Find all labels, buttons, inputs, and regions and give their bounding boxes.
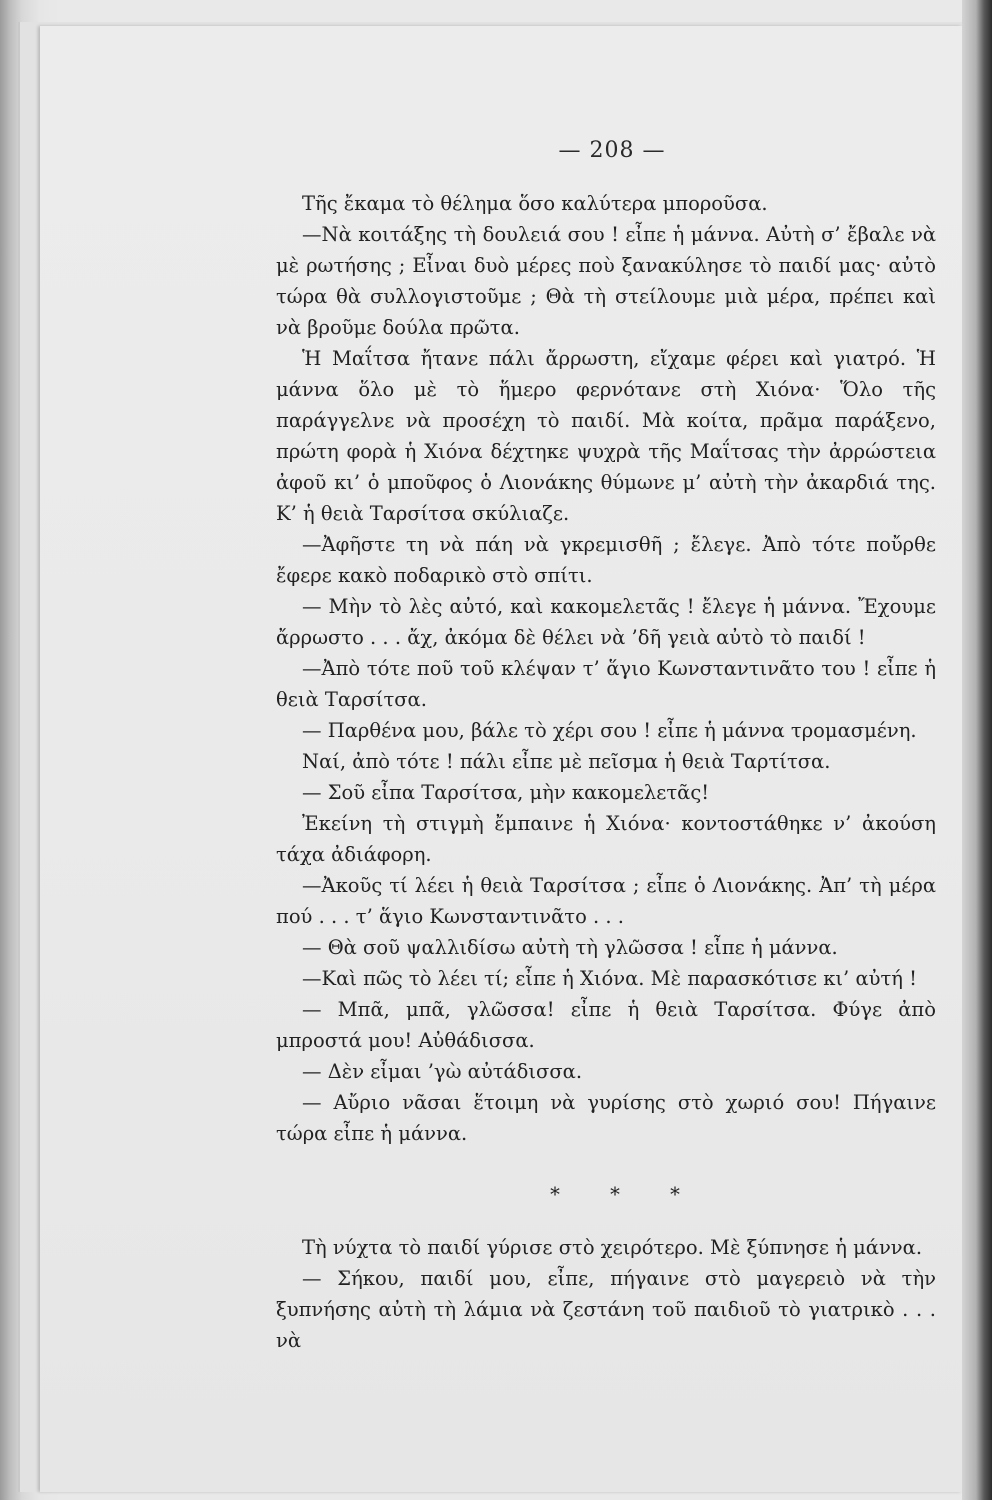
- paragraph: —Νὰ κοιτάξης τὴ δουλειά σου ! εἶπε ἡ μάννα. Αὐτὴ σ’ ἔβαλε νὰ μὲ ρωτήσης ; Εἶναι δυὸ μέρες ποὺ ξανακύλησε τὸ παιδί μας· αὐτὸ τώρα θὰ συλλογιστοῦμε ; Θὰ τὴ στείλουμε μιὰ μέρα, πρέπει καὶ νὰ βροῦμε δούλα πρῶτα.: [276, 223, 936, 339]
- paragraph: Τῆς ἔκαμα τὸ θέλημα ὅσο καλύτερα μποροῦσα.: [302, 192, 768, 215]
- paragraph: — Μπᾶ, μπᾶ, γλῶσσα! εἶπε ἡ θειὰ Ταρσίτσα. Φύγε ἀπὸ μπροστά μου! Αὐθάδισσα.: [276, 998, 936, 1052]
- paragraph: — Δὲν εἶμαι ’γὼ αὐτάδισσα.: [302, 1060, 583, 1083]
- paragraph: — Σοῦ εἶπα Ταρσίτσα, μὴν κακομελετᾶς!: [302, 781, 710, 804]
- page-number: — 208 —: [558, 138, 666, 163]
- paragraph: — Μὴν τὸ λὲς αὐτό, καὶ κακομελετᾶς ! ἔλεγε ἡ μάννα. Ἔχουμε ἄρρωστο . . . ἄχ, ἀκόμα δὲ θέλει νὰ ’δῆ γειὰ αὐτὸ τὸ παιδί !: [276, 595, 936, 649]
- paragraphs-after-break: [276, 1232, 936, 1356]
- paragraph: — Αὔριο νᾶσαι ἕτοιμη νὰ γυρίσης στὸ χωριό σου! Πήγαινε τώρα εἶπε ἡ μάννα.: [276, 1091, 936, 1145]
- paragraph: Ναί, ἀπὸ τότε ! πάλι εἶπε μὲ πεῖσμα ἡ θειὰ Ταρτίτσα.: [302, 750, 831, 773]
- paragraph: —Ἀκοῦς τί λέει ἡ θειὰ Ταρσίτσα ; εἶπε ὁ Λιονάκης. Ἀπ’ τὴ μέρα πού . . . τ’ ἅγιο Κωνσταντινᾶτο . . .: [276, 874, 936, 928]
- paragraph: Ἐκείνη τὴ στιγμὴ ἔμπαινε ἡ Χιόνα· κοντοστάθηκε ν’ ἀκούση τάχα ἀδιάφορη.: [276, 812, 936, 866]
- paragraphs-before-break: [276, 188, 936, 1149]
- paragraph: Ἡ Μαΐτσα ἤτανε πάλι ἄρρωστη, εἴχαμε φέρει καὶ γιατρό. Ἡ μάννα ὅλο μὲ τὸ ἥμερο φερνότανε στὴ Χιόνα· Ὅλο τῆς παράγγελνε νὰ προσέχη τὸ παιδί. Μὰ κοίτα, πρᾶμα παράξενο, πρώτη φορὰ ἡ Χιόνα δέχτηκε ψυχρὰ τῆς Μαΐτσας τὴν ἀρρώστεια ἀφοῦ κι’ ὁ μποῦφος ὁ Λιονάκης θύμωνε μ’ αὐτὴ τὴν ἀκαρδιά της. Κ’ ἡ θειὰ Ταρσίτσα σκύλιαζε.: [276, 347, 936, 525]
- body-text: [276, 188, 936, 1356]
- paragraph: — Θὰ σοῦ ψαλλιδίσω αὐτὴ τὴ γλῶσσα ! εἶπε ἡ μάννα.: [302, 936, 838, 959]
- paragraph: Τὴ νύχτα τὸ παιδί γύρισε στὸ χειρότερο. Μὲ ξύπνησε ἡ μάννα.: [302, 1236, 923, 1259]
- paragraph: —Ἀπὸ τότε ποῦ τοῦ κλέψαν τ’ ἅγιο Κωνσταντινᾶτο του ! εἶπε ἡ θειὰ Ταρσίτσα.: [276, 657, 936, 711]
- paragraph: —Καὶ πῶς τὸ λέει τί; εἶπε ἡ Χιόνα. Μὲ παρασκότισε κι’ αὐτή !: [302, 967, 917, 990]
- paragraph: — Σήκου, παιδί μου, εἶπε, πήγαινε στὸ μαγερειὸ νὰ τὴν ξυπνήσης αὐτὴ τὴ λάμια νὰ ζεστάνη τοῦ παιδιοῦ τὸ γιατρικὸ . . . νὰ: [276, 1267, 936, 1352]
- paragraph: —Ἀφῆστε τη νὰ πάη νὰ γκρεμισθῆ ; ἔλεγε. Ἀπὸ τότε ποὔρθε ἔφερε κακὸ ποδαρικὸ στὸ σπίτι.: [276, 533, 936, 587]
- paragraph: — Παρθένα μου, βάλε τὸ χέρι σου ! εἶπε ἡ μάννα τρομασμένη.: [302, 719, 917, 742]
- book-spine-shadow: [962, 0, 992, 1500]
- section-separator: * * *: [550, 1183, 702, 1206]
